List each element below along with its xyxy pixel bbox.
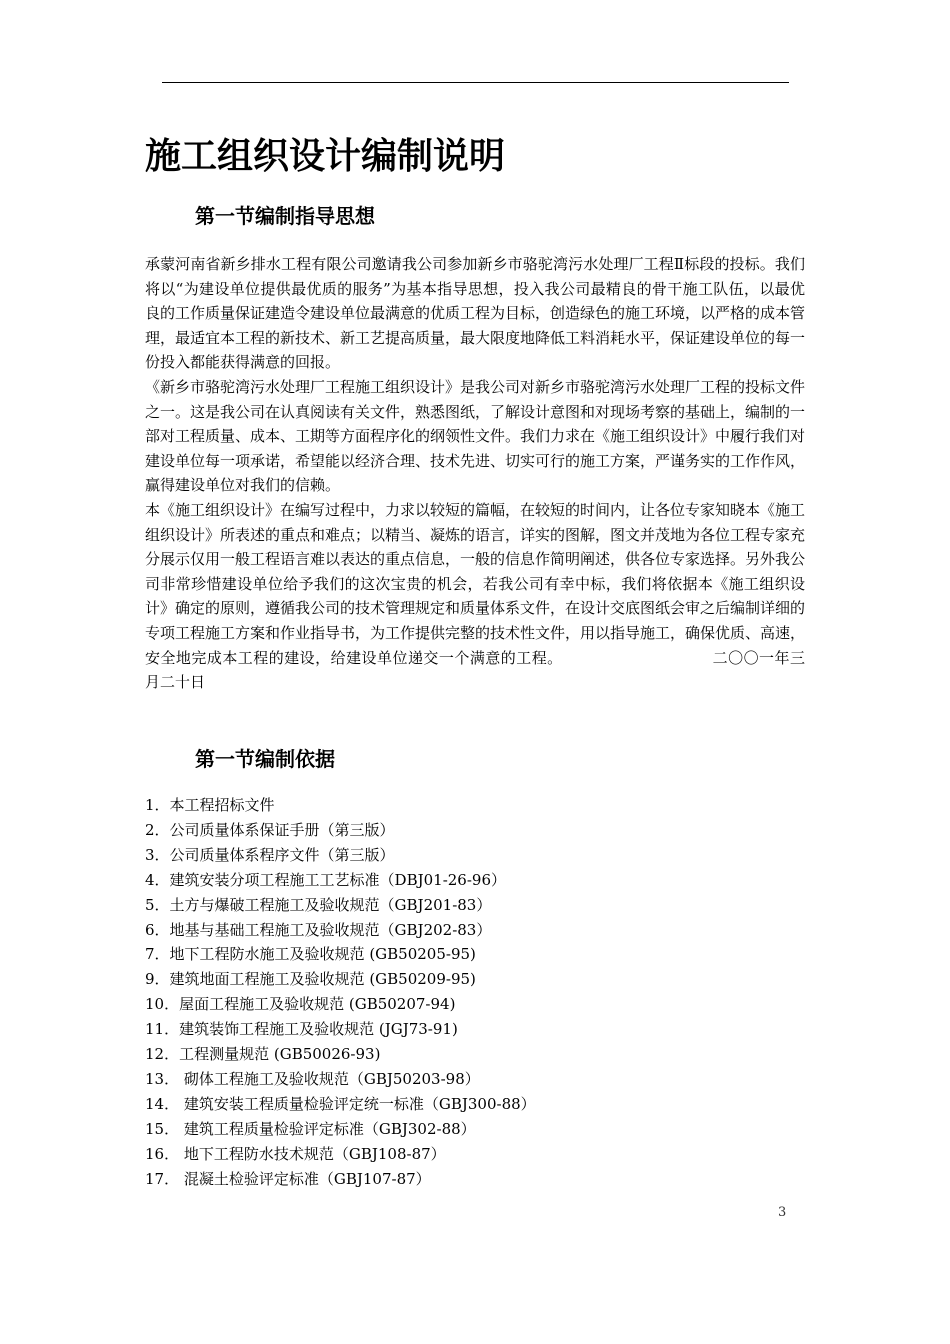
basis-list <box>145 793 536 1192</box>
list-item: 3．公司质量体系程序文件（第三版） <box>145 845 395 864</box>
list-item: 10．屋面工程施工及验收规范 (GB50207-94) <box>145 995 456 1014</box>
list-item: 2．公司质量体系保证手册（第三版） <box>145 820 395 839</box>
header-rule <box>162 82 789 83</box>
paragraph: 承蒙河南省新乡排水工程有限公司邀请我公司参加新乡市骆驼湾污水处理厂工程Ⅱ标段的投标。我们将以“为建设单位提供最优质的服务”为基本指导思想，投入我公司最精良的骨干施工队伍，以最优良的工作质量保证建造令建设单位最满意的优质工程为目标，创造绿色的施工环境，以严格的成本管理，最适宜本工程的新技术、新工艺提高质量，最大限度地降低工料消耗水平，保证建设单位的每一份投入都能获得满意的回报。 <box>145 255 806 372</box>
list-item: 13． 砌体工程施工及验收规范（GBJ50203-98） <box>145 1069 480 1088</box>
list-item: 15． 建筑工程质量检验评定标准（GBJ302-88） <box>145 1119 476 1138</box>
section-heading-guiding-ideas: 第一节编制指导思想 <box>195 204 375 228</box>
list-item: 17． 混凝土检验评定标准（GBJ107-87） <box>145 1169 431 1188</box>
list-item: 4．建筑安装分项工程施工工艺标准（DBJ01-26-96） <box>145 870 507 889</box>
document-title: 施工组织设计编制说明 <box>145 135 506 177</box>
list-item: 12．工程测量规范 (GB50026-93) <box>145 1045 381 1064</box>
list-item: 16． 地下工程防水技术规范（GBJ108-87） <box>145 1144 446 1163</box>
list-item: 1．本工程招标文件 <box>145 796 275 814</box>
list-item: 7．地下工程防水施工及验收规范 (GB50205-95) <box>145 945 476 964</box>
paragraph-text: 本《施工组织设计》在编写过程中，力求以较短的篇幅，在较短的时间内，让各位专家知晓本《施工组织设计》所表述的重点和难点；以精当、凝炼的语言，详实的图解，图文并茂地为各位工程专家充分展示仅用一般工程语言难以表达的重点信息，一般的信息作简明阐述，供各位专家选择。另外我公司非常珍惜建设单位给予我们的这次宝贵的机会，若我公司有幸中标，我们将依据本《施工组织设计》确定的原则，遵循我公司的技术管理规定和质量体系文件，在设计交底图纸会审之后编制详细的专项工程施工方案和作业指导书，为工作提供完整的技术性文件，用以指导施工，确保优质、高速，安全地完成本工程的建设，给建设单位递交一个满意的工程。 <box>145 500 806 667</box>
list-item: 9．建筑地面工程施工及验收规范 (GB50209-95) <box>145 970 476 989</box>
intro-text <box>145 252 805 695</box>
list-item: 5．土方与爆破工程施工及验收规范（GBJ201-83） <box>145 895 492 914</box>
list-item: 6．地基与基础工程施工及验收规范（GBJ202-83） <box>145 920 492 939</box>
document-date: 二〇〇一年三月二十日 <box>145 648 805 692</box>
section-heading-basis: 第一节编制依据 <box>195 747 335 771</box>
list-item: 11．建筑装饰工程施工及验收规范 (JGJ73-91) <box>145 1020 458 1039</box>
page-number: 3 <box>778 1205 787 1220</box>
paragraph <box>145 498 805 695</box>
list-item: 14． 建筑安装工程质量检验评定统一标准（GBJ300-88） <box>145 1094 536 1113</box>
paragraph: 《新乡市骆驼湾污水处理厂工程施工组织设计》是我公司对新乡市骆驼湾污水处理厂工程的投标文件之一。这是我公司在认真阅读有关文件，熟悉图纸，了解设计意图和对现场考察的基础上，编制的一部对工程质量、成本、工期等方面程序化的纲领性文件。我们力求在《施工组织设计》中履行我们对建设单位每一项承诺，希望能以经济合理、技术先进、切实可行的施工方案，严谨务实的工作作风，赢得建设单位对我们的信赖。 <box>145 377 806 495</box>
